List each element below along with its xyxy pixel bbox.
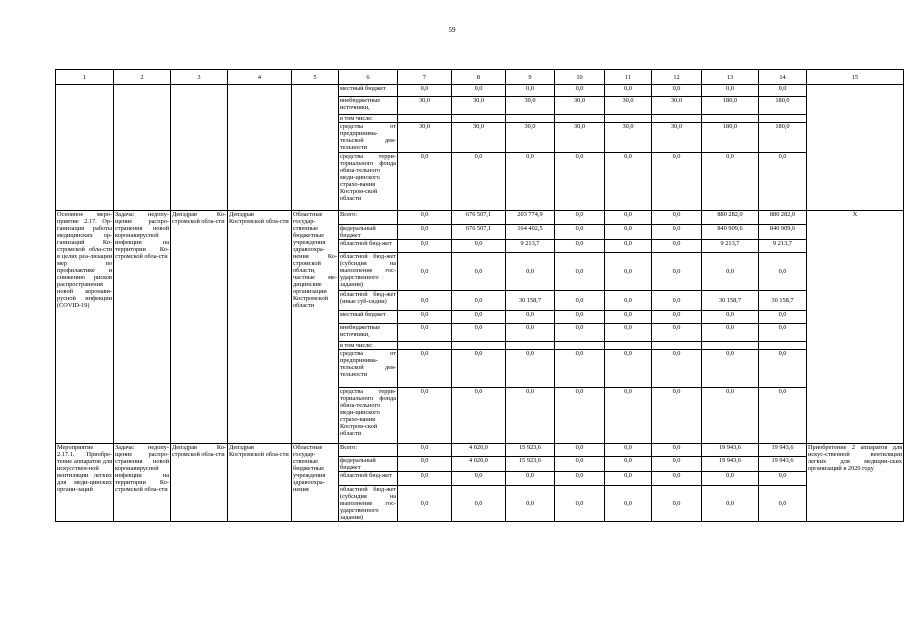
amount-cell: 0,0 — [759, 472, 807, 486]
amount-cell: 0,0 — [452, 472, 506, 486]
amount-cell — [452, 342, 506, 350]
result-cell: Х — [807, 211, 904, 444]
amount-cell — [555, 115, 605, 123]
cell-c3: Депздрав Ко-стромской обла-сти — [171, 211, 228, 444]
amount-cell: 19 943,6 — [759, 444, 807, 457]
page-number: 59 — [448, 26, 456, 34]
amount-cell: 0,0 — [702, 153, 759, 211]
amount-cell: 0,0 — [398, 472, 452, 486]
funding-source-label: в том числе: — [339, 115, 398, 123]
amount-cell: 0,0 — [555, 457, 605, 472]
amount-cell: 0,0 — [452, 324, 506, 342]
amount-cell — [702, 115, 759, 123]
amount-cell: 30,0 — [652, 123, 702, 153]
amount-cell: 0,0 — [652, 444, 702, 457]
amount-cell: 0,0 — [652, 388, 702, 444]
amount-cell: 0,0 — [605, 311, 652, 324]
funding-source-label: Всего: — [339, 211, 398, 225]
budget-table — [55, 69, 904, 522]
amount-cell: 0,0 — [605, 225, 652, 240]
funding-source-label: федеральный бюджет — [339, 457, 398, 472]
result-cell: Приобретение 2 аппаратов для искус-ственной вентиляции легких для медицин-ских организаций в 2020 году — [807, 444, 904, 522]
amount-cell: 0,0 — [605, 291, 652, 311]
cell-c5: Областные государ-ственные бюджетные учреждения здравоохра-нения Ко-стромской области, частные ме-дицинские организации Костромской области — [292, 211, 339, 444]
cell-c2: Задача: недопу-щение распро-странения новой коронавирусной инфекции на территории Ко-стромской обла-сти — [114, 444, 171, 522]
funding-source-label: внебюджетные источники, — [339, 97, 398, 115]
amount-cell: 4 020,0 — [452, 444, 506, 457]
amount-cell: 0,0 — [398, 240, 452, 253]
amount-cell: 30,0 — [555, 97, 605, 115]
amount-cell: 0,0 — [702, 253, 759, 291]
funding-source-label: внебюджетные источники, — [339, 324, 398, 342]
amount-cell: 30,0 — [652, 97, 702, 115]
amount-cell: 0,0 — [452, 311, 506, 324]
funding-source-label: средства терри-ториального фонда обяза-тельного меди-цинского страхо-вания Костром-ской области — [339, 153, 398, 211]
amount-cell: 180,0 — [759, 123, 807, 153]
amount-cell: 0,0 — [452, 253, 506, 291]
cell-c1: Мероприятие 2.17.1. Приобре-тение аппаратов для искусствен-ной вентиляции легких для меди-цинских органи-заций — [56, 444, 114, 522]
cell-c3 — [171, 85, 228, 211]
funding-source-label: местный бюджет — [339, 85, 398, 97]
amount-cell — [605, 115, 652, 123]
amount-cell: 0,0 — [605, 444, 652, 457]
amount-cell: 0,0 — [702, 324, 759, 342]
amount-cell: 0,0 — [452, 240, 506, 253]
amount-cell — [652, 115, 702, 123]
amount-cell: 19 943,6 — [702, 444, 759, 457]
amount-cell: 676 507,1 — [452, 211, 506, 225]
amount-cell: 0,0 — [652, 253, 702, 291]
amount-cell: 0,0 — [555, 85, 605, 97]
amount-cell: 0,0 — [398, 211, 452, 225]
amount-cell: 0,0 — [759, 311, 807, 324]
amount-cell: 0,0 — [652, 324, 702, 342]
cell-c1: Основное меро-приятие 2.17. Ор-ганизация работы медицинских ор-ганизаций Ко-стромской обла-сти в целях реа-лизации мер по профилактике и снижению рисков распространения новой коронави-русной инфекции (COVID-19) — [56, 211, 114, 444]
amount-cell: 0,0 — [555, 253, 605, 291]
amount-cell: 0,0 — [398, 291, 452, 311]
amount-cell: 0,0 — [398, 153, 452, 211]
amount-cell: 0,0 — [506, 472, 555, 486]
column-header: 7 — [398, 70, 452, 85]
amount-cell: 0,0 — [506, 350, 555, 388]
amount-cell — [398, 342, 452, 350]
amount-cell: 0,0 — [506, 85, 555, 97]
column-header: 12 — [652, 70, 702, 85]
amount-cell: 9 213,7 — [759, 240, 807, 253]
amount-cell: 840 909,6 — [702, 225, 759, 240]
amount-cell: 19 943,6 — [759, 457, 807, 472]
amount-cell: 0,0 — [652, 472, 702, 486]
amount-cell: 0,0 — [702, 85, 759, 97]
amount-cell: 0,0 — [452, 153, 506, 211]
amount-cell: 30,0 — [555, 123, 605, 153]
amount-cell: 180,0 — [702, 97, 759, 115]
amount-cell: 30,0 — [605, 97, 652, 115]
amount-cell: 0,0 — [506, 253, 555, 291]
amount-cell: 30,0 — [398, 97, 452, 115]
amount-cell: 0,0 — [759, 153, 807, 211]
amount-cell — [652, 342, 702, 350]
column-header: 8 — [452, 70, 506, 85]
amount-cell — [759, 342, 807, 350]
amount-cell — [555, 342, 605, 350]
funding-source-label: областной бюд-жет — [339, 240, 398, 253]
amount-cell: 0,0 — [555, 486, 605, 522]
amount-cell: 0,0 — [398, 486, 452, 522]
amount-cell: 0,0 — [506, 311, 555, 324]
amount-cell: 180,0 — [759, 97, 807, 115]
cell-c5 — [292, 85, 339, 211]
amount-cell: 0,0 — [652, 311, 702, 324]
amount-cell: 30 158,7 — [506, 291, 555, 311]
amount-cell: 0,0 — [506, 486, 555, 522]
amount-cell: 9 213,7 — [506, 240, 555, 253]
amount-cell: 0,0 — [398, 324, 452, 342]
table-row — [56, 444, 904, 457]
amount-cell: 0,0 — [702, 350, 759, 388]
column-header: 9 — [506, 70, 555, 85]
amount-cell: 0,0 — [506, 153, 555, 211]
amount-cell: 0,0 — [555, 211, 605, 225]
column-header: 15 — [807, 70, 904, 85]
amount-cell: 676 507,1 — [452, 225, 506, 240]
amount-cell: 30 158,7 — [702, 291, 759, 311]
column-header: 2 — [114, 70, 171, 85]
amount-cell: 0,0 — [702, 388, 759, 444]
cell-c1 — [56, 85, 114, 211]
funding-source-label: областной бюд-жет — [339, 472, 398, 486]
amount-cell: 0,0 — [759, 350, 807, 388]
amount-cell: 0,0 — [506, 324, 555, 342]
amount-cell: 30,0 — [398, 123, 452, 153]
amount-cell: 0,0 — [605, 457, 652, 472]
cell-c4: Депздрав Костромской обла-сти — [228, 444, 292, 522]
amount-cell: 0,0 — [702, 311, 759, 324]
header-row — [56, 70, 904, 85]
amount-cell: 30,0 — [506, 123, 555, 153]
funding-source-label: федеральный бюджет — [339, 225, 398, 240]
amount-cell — [506, 342, 555, 350]
amount-cell: 30,0 — [452, 123, 506, 153]
amount-cell: 0,0 — [452, 388, 506, 444]
amount-cell: 0,0 — [652, 153, 702, 211]
amount-cell: 0,0 — [652, 211, 702, 225]
amount-cell: 180,0 — [702, 123, 759, 153]
amount-cell: 0,0 — [652, 486, 702, 522]
amount-cell: 0,0 — [555, 444, 605, 457]
result-cell — [807, 85, 904, 211]
column-header: 13 — [702, 70, 759, 85]
amount-cell: 15 923,6 — [506, 444, 555, 457]
funding-source-label: средства от предпринима-тельской дея-тельности — [340, 123, 396, 151]
amount-cell: 0,0 — [555, 153, 605, 211]
amount-cell: 0,0 — [652, 291, 702, 311]
amount-cell: 0,0 — [759, 324, 807, 342]
amount-cell: 0,0 — [605, 211, 652, 225]
amount-cell: 203 774,9 — [506, 211, 555, 225]
amount-cell — [398, 115, 452, 123]
amount-cell: 0,0 — [605, 85, 652, 97]
funding-source-label: областной бюд-жет (иные суб-сидии) — [339, 291, 398, 311]
column-header: 11 — [605, 70, 652, 85]
amount-cell: 880 282,0 — [759, 211, 807, 225]
column-header: 5 — [292, 70, 339, 85]
amount-cell: 0,0 — [652, 85, 702, 97]
amount-cell: 0,0 — [398, 457, 452, 472]
amount-cell: 0,0 — [605, 324, 652, 342]
funding-source-label: областной бюд-жет (субсидия на выполнение гос-ударственного задания) — [339, 253, 398, 291]
amount-cell: 0,0 — [605, 472, 652, 486]
amount-cell: 0,0 — [452, 291, 506, 311]
amount-cell: 30 158,7 — [759, 291, 807, 311]
amount-cell: 0,0 — [555, 388, 605, 444]
funding-source-label: областной бюд-жет (субсидия на выполнение гос-ударственного задания) — [340, 486, 396, 521]
amount-cell: 0,0 — [702, 486, 759, 522]
amount-cell: 30,0 — [506, 97, 555, 115]
amount-cell: 0,0 — [759, 486, 807, 522]
column-header: 10 — [555, 70, 605, 85]
amount-cell: 0,0 — [702, 472, 759, 486]
amount-cell: 30,0 — [452, 97, 506, 115]
amount-cell: 0,0 — [555, 311, 605, 324]
cell-c2 — [114, 85, 171, 211]
table-row — [56, 211, 904, 225]
amount-cell: 0,0 — [605, 350, 652, 388]
amount-cell — [759, 115, 807, 123]
amount-cell: 30,0 — [605, 123, 652, 153]
amount-cell: 0,0 — [605, 240, 652, 253]
amount-cell — [605, 342, 652, 350]
amount-cell: 19 943,6 — [702, 457, 759, 472]
amount-cell: 0,0 — [652, 350, 702, 388]
column-header: 4 — [228, 70, 292, 85]
cell-c5: Областные государ-ственные бюджетные учреждения здравоохра-нения — [292, 444, 339, 522]
amount-cell: 0,0 — [555, 225, 605, 240]
cell-c4 — [228, 85, 292, 211]
column-header: 1 — [56, 70, 114, 85]
funding-source-label: Всего: — [339, 444, 398, 457]
amount-cell: 0,0 — [506, 388, 555, 444]
amount-cell: 15 923,6 — [506, 457, 555, 472]
amount-cell: 880 282,0 — [702, 211, 759, 225]
amount-cell — [452, 115, 506, 123]
amount-cell: 0,0 — [452, 85, 506, 97]
amount-cell: 0,0 — [605, 388, 652, 444]
amount-cell: 0,0 — [652, 457, 702, 472]
cell-c4: Депздрав Костромской обла-сти — [228, 211, 292, 444]
funding-source-label: в том числе: — [339, 342, 398, 350]
amount-cell: 0,0 — [398, 253, 452, 291]
amount-cell: 0,0 — [652, 225, 702, 240]
amount-cell — [702, 342, 759, 350]
amount-cell: 0,0 — [555, 472, 605, 486]
amount-cell: 0,0 — [555, 324, 605, 342]
amount-cell: 0,0 — [398, 350, 452, 388]
funding-source-label: средства от предпринима-тельской дея-тельности — [339, 350, 398, 388]
amount-cell: 0,0 — [759, 253, 807, 291]
amount-cell: 0,0 — [605, 253, 652, 291]
cell-c2: Задача: недопу-щение распро-странения новой коронавирусной инфекции на территории Ко-стромской обла-сти — [114, 211, 171, 444]
amount-cell: 0,0 — [398, 444, 452, 457]
amount-cell — [506, 115, 555, 123]
amount-cell: 164 402,5 — [506, 225, 555, 240]
column-header: 3 — [171, 70, 228, 85]
funding-source-label: средства терри-ториального фонда обяза-тельного меди-цинского страхо-вания Костром-ской области — [339, 388, 398, 444]
amount-cell: 0,0 — [398, 225, 452, 240]
amount-cell: 0,0 — [555, 350, 605, 388]
funding-source-label: местный бюджет — [339, 311, 398, 324]
table-row — [56, 85, 904, 97]
amount-cell: 4 020,0 — [452, 457, 506, 472]
amount-cell: 0,0 — [759, 388, 807, 444]
amount-cell: 0,0 — [452, 350, 506, 388]
amount-cell: 0,0 — [555, 240, 605, 253]
cell-c3: Депздрав Ко-стромской обла-сти — [171, 444, 228, 522]
amount-cell: 0,0 — [605, 486, 652, 522]
amount-cell: 0,0 — [452, 486, 506, 522]
column-header: 6 — [339, 70, 398, 85]
amount-cell: 0,0 — [398, 85, 452, 97]
amount-cell: 0,0 — [605, 153, 652, 211]
amount-cell: 0,0 — [555, 291, 605, 311]
amount-cell: 840 909,6 — [759, 225, 807, 240]
column-header: 14 — [759, 70, 807, 85]
amount-cell: 0,0 — [652, 240, 702, 253]
amount-cell: 0,0 — [398, 388, 452, 444]
amount-cell: 0,0 — [398, 311, 452, 324]
amount-cell: 0,0 — [759, 85, 807, 97]
amount-cell: 9 213,7 — [702, 240, 759, 253]
